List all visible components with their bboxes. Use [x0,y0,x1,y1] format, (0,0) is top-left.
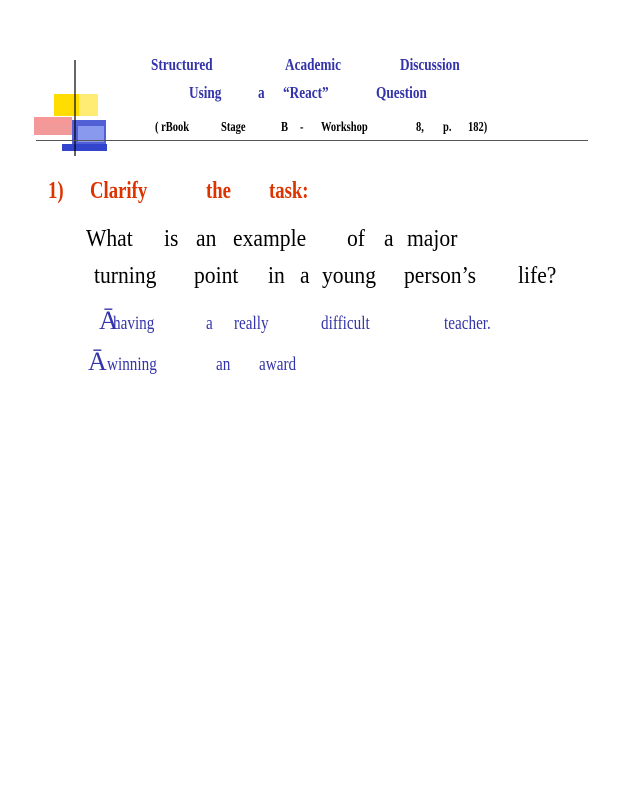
example-word: having [113,313,155,334]
question-word: point [194,263,239,289]
reference-word: Workshop [321,120,368,135]
question-word: in [268,263,285,289]
question-word: is [164,226,179,252]
task-word: the [206,178,231,204]
reference-word: B [281,120,289,135]
title-word: Question [376,83,427,102]
example-word: an [216,354,231,375]
example-word: teacher. [444,313,491,334]
title-word: Academic [285,55,341,74]
task-number: 1) [48,178,64,204]
bullet-glyph: Ā [99,306,118,335]
question-word: turning [94,263,157,289]
header-divider [36,140,588,141]
question-word: What [86,226,133,252]
question-word: an [196,226,217,252]
example-word: award [259,354,297,375]
reference-word: 182) [468,120,488,135]
question-word: a [300,263,310,289]
question-word: of [347,226,365,252]
title-word: a [258,83,265,102]
title-word: Discussion [400,55,460,74]
reference-word: p. [443,120,452,135]
task-word: task: [269,178,309,204]
example-word: really [234,313,269,334]
question-word: person’s [404,263,476,289]
title-word: Structured [151,55,213,74]
example-word: winning [107,354,157,375]
reference-word: 8, [416,120,424,135]
question-word: a [384,226,394,252]
task-word: Clarify [90,178,148,204]
reference-word: - [300,120,304,135]
decorative-squares-logo [34,60,114,156]
reference-word: Stage [221,120,246,135]
question-word: life? [518,263,557,289]
title-word: Using [189,83,222,102]
reference-word: ( rBook [155,120,190,135]
question-word: example [233,226,307,252]
question-word: young [322,263,376,289]
question-word: major [407,226,458,252]
title-word: “React” [283,83,329,102]
example-word: difficult [321,313,370,334]
example-word: a [206,313,213,334]
bullet-glyph: Ā [88,347,107,376]
